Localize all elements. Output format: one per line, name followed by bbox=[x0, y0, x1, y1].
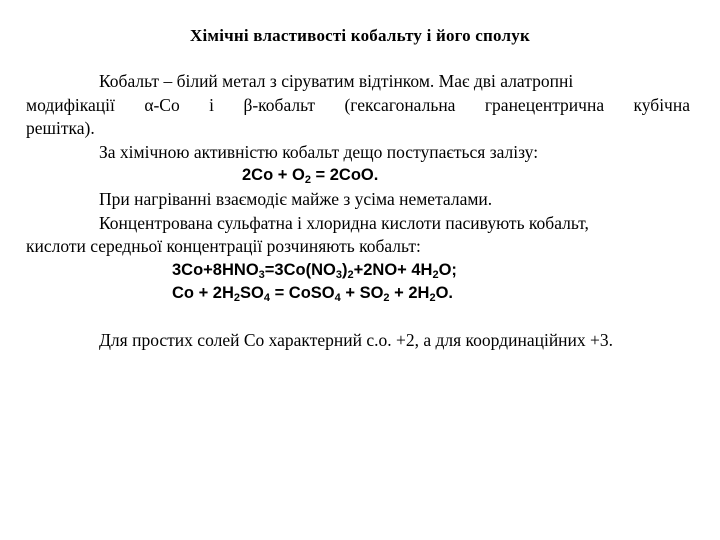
subscript: 2 bbox=[347, 268, 354, 281]
subscript: 4 bbox=[334, 292, 341, 305]
equation-part: +2NO+ 4H bbox=[353, 260, 433, 279]
paragraph-2: За хімічною активністю кобальт дещо поступається залізу: bbox=[99, 141, 539, 162]
equation-3 bbox=[26, 282, 690, 306]
subscript: 3 bbox=[258, 268, 265, 281]
equation-part: = 2CoO. bbox=[310, 166, 379, 185]
subscript: 2 bbox=[233, 292, 241, 305]
text-segment: -кобальт (гексагональна гранецентрична кубічна bbox=[252, 94, 690, 115]
subscript: 2 bbox=[383, 292, 390, 305]
equation-part: =3Co(NO bbox=[264, 260, 336, 279]
paragraph-1-line-2 bbox=[26, 94, 690, 118]
equation-part: + 2H bbox=[389, 284, 430, 303]
equation-part: 3Co+8HNO bbox=[172, 260, 259, 279]
text-segment: модифікації bbox=[26, 94, 115, 115]
subscript: 4 bbox=[263, 292, 270, 305]
paragraph-5: Для простих солей Co характерний с.о. +2, а для координаційних +3. bbox=[99, 329, 614, 350]
beta-symbol: β bbox=[243, 94, 253, 115]
spacer bbox=[26, 306, 690, 329]
equation-part: = CoSO bbox=[270, 284, 335, 303]
slide-body bbox=[26, 70, 690, 353]
subscript: 2 bbox=[432, 268, 439, 281]
paragraph-1-line-1: Кобальт – білий метал з сіруватим відтінком. Має дві алатропні bbox=[99, 71, 574, 91]
equation-part: O. bbox=[435, 284, 453, 303]
paragraph-1-line-3: решітка). bbox=[26, 118, 95, 139]
subscript: 3 bbox=[335, 268, 342, 281]
equation-part: SO bbox=[240, 284, 264, 303]
text-segment: -Co і bbox=[153, 94, 215, 115]
equation-part: O; bbox=[438, 260, 457, 279]
paragraph-3: При нагріванні взаємодіє майже з усіма неметалами. bbox=[99, 188, 493, 209]
subscript: 2 bbox=[429, 292, 436, 305]
equation-2 bbox=[26, 259, 690, 283]
slide-title: Хімічні властивості кобальту і його сполук bbox=[190, 26, 530, 45]
alpha-symbol: α bbox=[144, 94, 154, 115]
subscript: 2 bbox=[304, 174, 311, 187]
paragraph-4-line-1: Концентрована сульфатна і хлоридна кислоти пасивують кобальт, bbox=[99, 212, 589, 233]
equation-part: 2Co + O bbox=[242, 166, 305, 185]
equation-1 bbox=[26, 164, 690, 188]
equation-part: ) bbox=[341, 260, 348, 279]
equation-part: Co + 2H bbox=[172, 284, 234, 303]
equation-part: + SO bbox=[340, 284, 384, 303]
paragraph-4-line-2: кислоти середньої концентрації розчиняють кобальт: bbox=[26, 236, 421, 257]
